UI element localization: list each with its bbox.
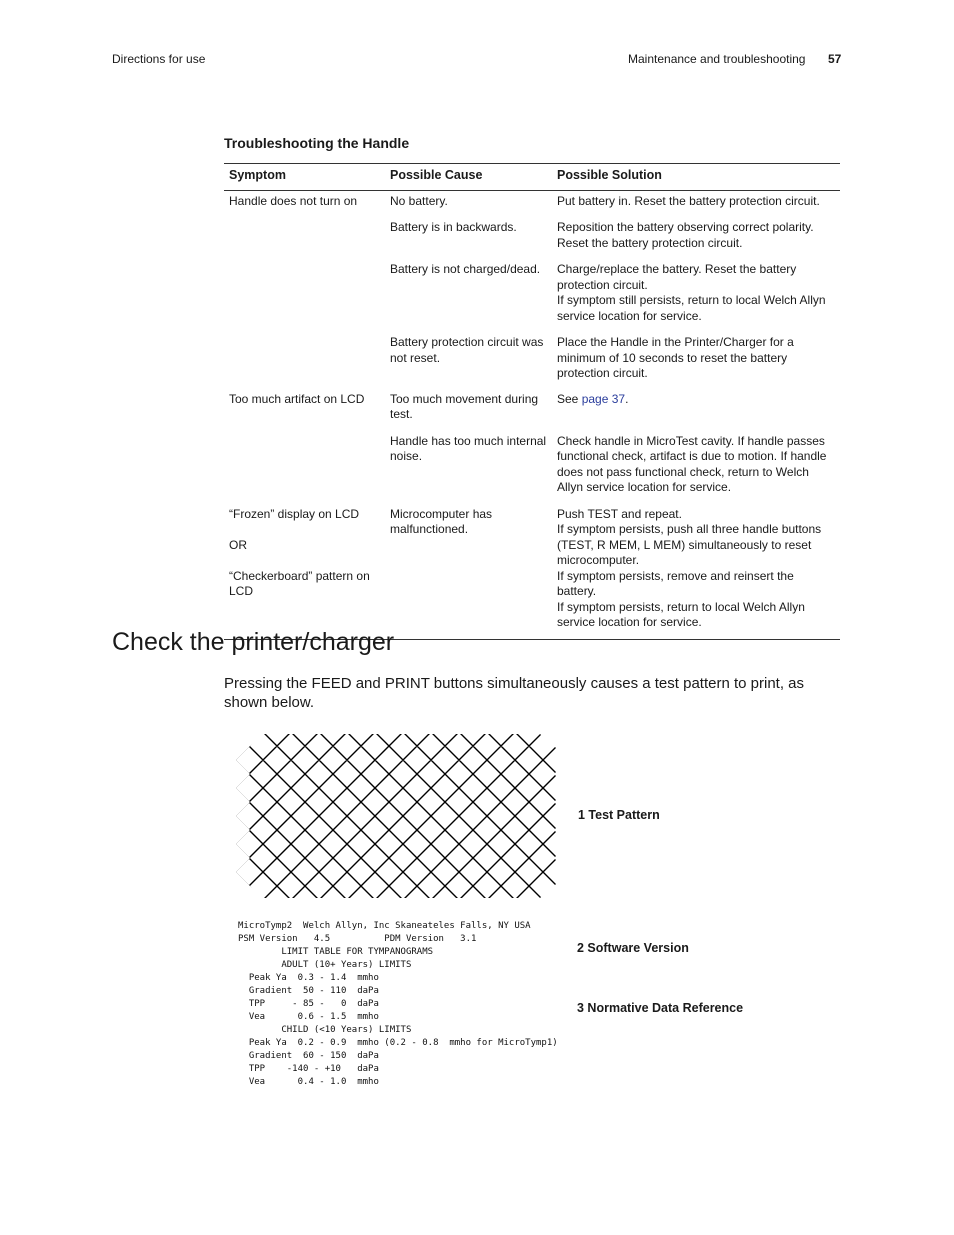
callout-test-pattern: 1 Test Pattern [578, 808, 660, 822]
running-header-left: Directions for use [112, 52, 206, 66]
callout-normative-data: 3 Normative Data Reference [577, 1001, 744, 1015]
callout-software-version: 2 Software Version [577, 941, 689, 955]
printout-line: Peak Ya 0.2 - 0.9 mmho (0.2 - 0.8 mmho for MicroTymp1) [238, 1038, 558, 1048]
printout-line: Vea 0.4 - 1.0 mmho [238, 1077, 379, 1087]
symptom-cell: Handle does not turn on [229, 193, 358, 208]
cause-cell: Handle has too much internal noise. [390, 433, 547, 463]
solution-cell: Push TEST and repeat. If symptom persists, push all three handle buttons (TEST, R MEM, L MEM) simultaneously to reset microcomputer. If symptom persists, remove and reinsert the battery. If symptom persists, return to local Welch Allyn service location for service. [552, 496, 840, 640]
table-row [224, 209, 840, 251]
cause-cell: Too much movement during test. [390, 391, 539, 421]
page-number: 57 [828, 52, 842, 66]
printout-line: PSM Version 4.5 PDM Version 3.1 [238, 934, 477, 944]
table-row [224, 496, 840, 640]
table-row [224, 251, 840, 324]
table-header-row [224, 164, 840, 191]
cause-cell: No battery. [390, 193, 448, 208]
table-row [224, 324, 840, 382]
table-title: Troubleshooting the Handle [224, 135, 410, 151]
printout-line: Peak Ya 0.3 - 1.4 mmho [238, 973, 379, 983]
cause-cell: Battery is in backwards. [390, 220, 517, 234]
cause-cell: Battery protection circuit was not reset. [390, 335, 544, 365]
running-header-right: Maintenance and troubleshooting [628, 52, 806, 66]
symptom-cell: Too much artifact on LCD [229, 391, 365, 406]
page-link[interactable]: page 37 [581, 391, 626, 406]
table-row [224, 190, 840, 209]
solution-cell: Place the Handle in the Printer/Charger for a minimum of 10 seconds to reset the battery protection circuit. [557, 335, 794, 380]
solution-cell: Reposition the battery observing correct polarity. Reset the battery protection circuit. [557, 220, 814, 250]
solution-cell: Charge/replace the battery. Reset the battery protection circuit. If symptom still persists, return to local Welch Allyn service location for service. [557, 262, 826, 323]
printout-line: ADULT (10+ Years) LIMITS [238, 960, 412, 970]
printout-line: CHILD (<10 Years) LIMITS [238, 1025, 412, 1035]
printout-line: TPP - 85 - 0 daPa [238, 999, 379, 1009]
printout-line: Gradient 60 - 150 daPa [238, 1051, 379, 1061]
section-paragraph: Pressing the FEED and PRINT buttons simultaneously causes a test pattern to print, as shown below. [224, 675, 805, 711]
cause-cell: Microcomputer has malfunctioned. [385, 496, 552, 640]
section-title: Check the printer/charger [112, 628, 395, 656]
printout-text [238, 920, 558, 1089]
troubleshooting-table [224, 163, 840, 640]
printout-line: Vea 0.6 - 1.5 mmho [238, 1012, 379, 1022]
col-header-solution: Possible Solution [552, 164, 840, 191]
printout-line: Gradient 50 - 110 daPa [238, 986, 379, 996]
table-row [224, 423, 840, 496]
test-pattern-image [234, 733, 570, 903]
printout-line: MicroTymp2 Welch Allyn, Inc Skaneateles Falls, NY USA [238, 921, 531, 931]
cause-cell: Battery is not charged/dead. [390, 262, 541, 276]
printout-line: LIMIT TABLE FOR TYMPANOGRAMS [238, 947, 434, 957]
symptom-cell: “Frozen” display on LCD OR “Checkerboard” pattern on LCD [224, 496, 385, 640]
solution-cell: See page 37. [557, 391, 629, 406]
printout-line: TPP -140 - +10 daPa [238, 1064, 379, 1074]
table-row [224, 382, 840, 423]
solution-cell: Check handle in MicroTest cavity. If handle passes functional check, artifact is due to motion. If handle does not pass functional check, return to Welch Allyn service location for service. [557, 433, 827, 494]
col-header-symptom: Symptom [224, 164, 385, 191]
solution-cell: Put battery in. Reset the battery protection circuit. [557, 193, 820, 208]
col-header-cause: Possible Cause [385, 164, 552, 191]
